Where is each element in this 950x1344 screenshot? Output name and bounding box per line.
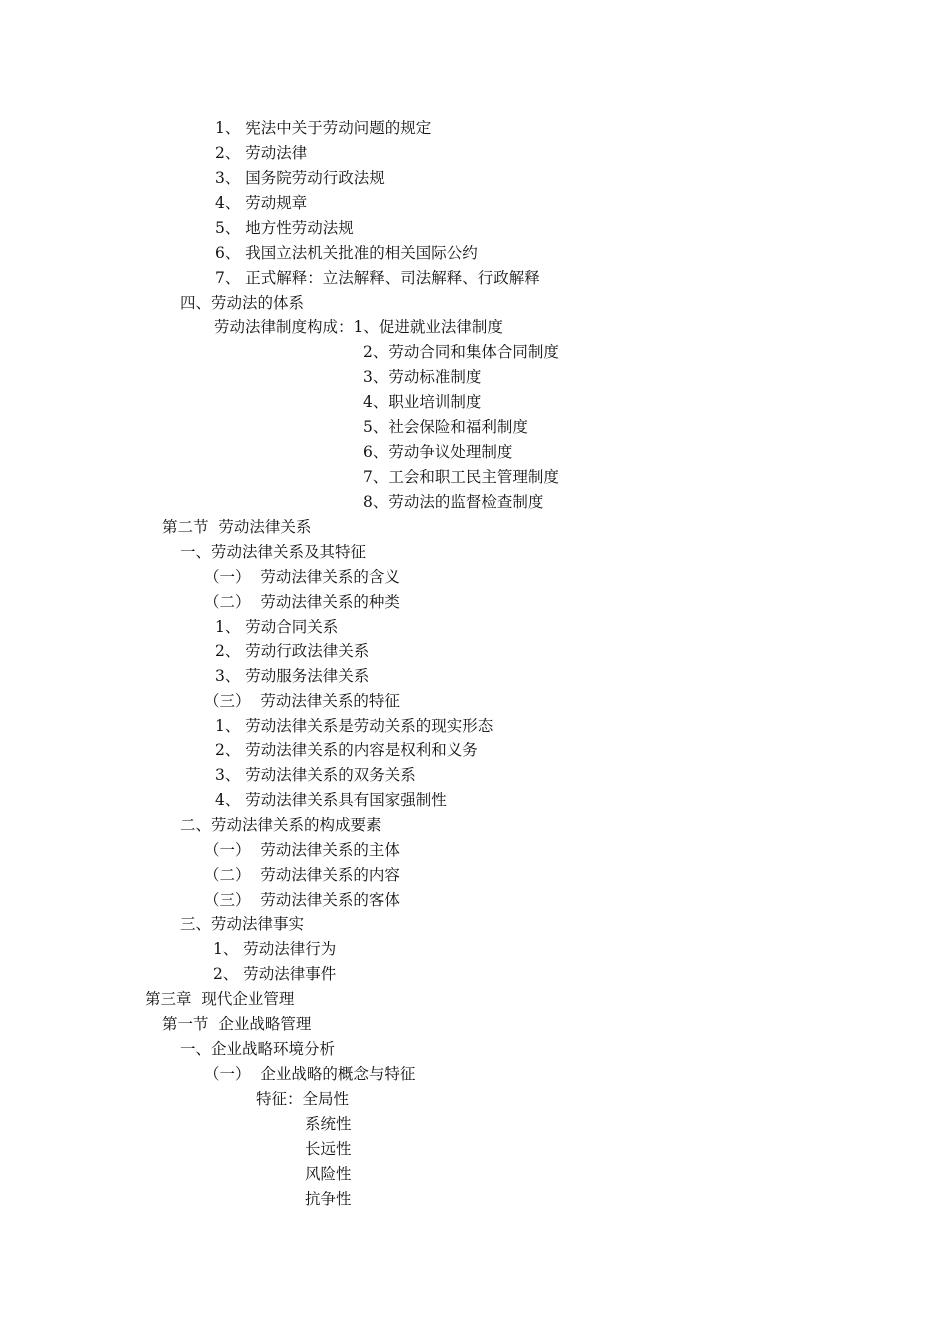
outline-line: 2、 劳动法律关系的内容是权利和义务 [215,741,478,759]
outline-line: 2、劳动合同和集体合同制度 [363,343,559,361]
outline-line: 2、 劳动行政法律关系 [215,642,370,660]
outline-line: 7、 正式解释：立法解释、司法解释、行政解释 [215,269,540,287]
outline-line: 系统性 [305,1115,352,1133]
outline-line: （二） 劳动法律关系的内容 [204,866,400,884]
outline-line: （二） 劳动法律关系的种类 [204,593,400,611]
outline-line: 2、 劳动法律 [215,144,308,162]
outline-line: 特征：全局性 [256,1090,350,1108]
outline-line: 1、 劳动法律关系是劳动关系的现实形态 [215,717,494,735]
outline-line: 3、 劳动法律关系的双务关系 [215,766,416,784]
outline-line: 4、职业培训制度 [363,393,482,411]
section-heading: 第一节 企业战略管理 [162,1015,312,1033]
outline-line: （三） 劳动法律关系的特征 [204,692,400,710]
section-heading: 四、劳动法的体系 [180,294,305,312]
outline-line: 4、 劳动规章 [215,194,308,212]
chapter-heading: 第三章 现代企业管理 [145,990,295,1008]
outline-line: 劳动法律制度构成：1、促进就业法律制度 [214,318,503,336]
outline-line: 3、 国务院劳动行政法规 [215,169,385,187]
outline-line: （一） 劳动法律关系的含义 [204,568,400,586]
section-heading: 三、劳动法律事实 [180,915,305,933]
outline-line: 2、 劳动法律事件 [213,965,337,983]
outline-line: 长远性 [305,1140,352,1158]
outline-line: 1、 宪法中关于劳动问题的规定 [215,119,432,137]
section-heading: 一、劳动法律关系及其特征 [180,543,367,561]
outline-line: 5、社会保险和福利制度 [363,418,528,436]
outline-line: 4、 劳动法律关系具有国家强制性 [215,791,447,809]
section-heading: 二、劳动法律关系的构成要素 [180,816,382,834]
outline-line: 3、 劳动服务法律关系 [215,667,370,685]
outline-line: 1、 劳动合同关系 [215,618,339,636]
outline-line: 3、劳动标准制度 [363,368,482,386]
outline-line: 风险性 [305,1165,352,1183]
outline-line: 6、 我国立法机关批准的相关国际公约 [215,244,478,262]
outline-line: 8、劳动法的监督检查制度 [363,493,544,511]
outline-line: （一） 企业战略的概念与特征 [204,1065,416,1083]
section-heading: 一、企业战略环境分析 [180,1040,336,1058]
outline-line: 1、 劳动法律行为 [213,940,337,958]
outline-line: 6、劳动争议处理制度 [363,443,513,461]
outline-line: 5、 地方性劳动法规 [215,219,354,237]
outline-line: 抗争性 [305,1190,352,1208]
outline-line: 7、工会和职工民主管理制度 [363,468,559,486]
section-heading: 第二节 劳动法律关系 [162,518,312,536]
outline-line: （一） 劳动法律关系的主体 [204,841,400,859]
outline-line: （三） 劳动法律关系的客体 [204,891,400,909]
